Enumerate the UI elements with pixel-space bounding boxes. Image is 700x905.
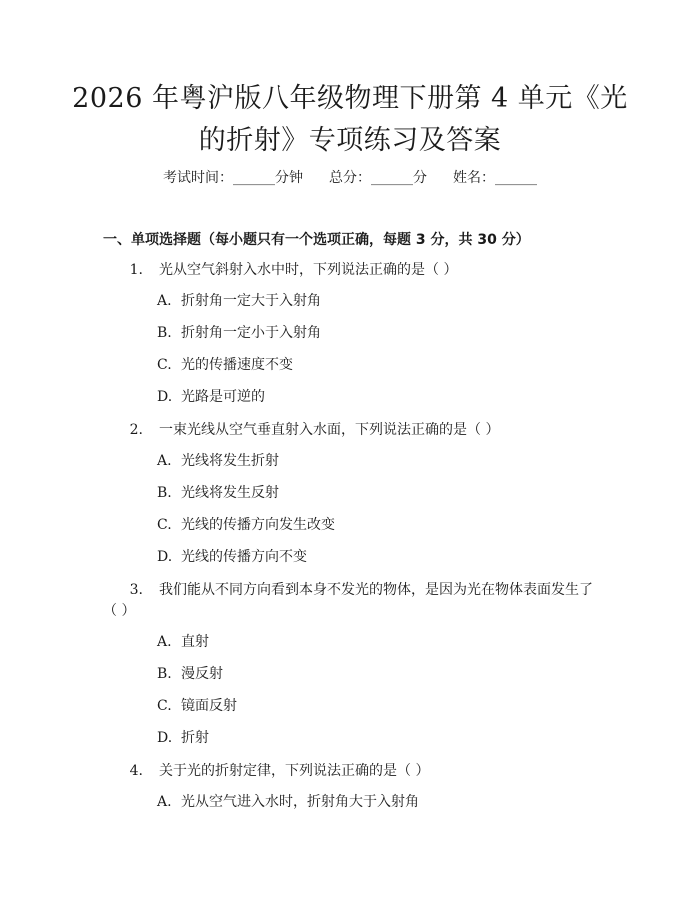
option-text: 光线的传播方向不变 [181, 549, 307, 565]
option-b [157, 323, 321, 343]
question-number: 4. [129, 763, 143, 779]
option-b [157, 664, 223, 684]
option-text: 折射角一定大于入射角 [181, 293, 321, 309]
option-a [157, 291, 321, 311]
option-c [157, 515, 335, 535]
option-b [157, 483, 279, 503]
option-letter: D. [157, 549, 173, 565]
exam-info [0, 168, 700, 188]
title-line-1: 2026 年粤沪版八年级物理下册第 4 单元《光 [72, 83, 628, 114]
option-letter: C. [157, 357, 172, 373]
option-letter: A. [157, 453, 172, 469]
question-text: 我们能从不同方向看到本身不发光的物体，是因为光在物体表面发生了 [159, 582, 593, 598]
option-a [157, 792, 419, 812]
question-number: 2. [129, 422, 143, 438]
option-text: 光路是可逆的 [181, 389, 265, 405]
exam-time-label: 考试时间：______分钟 [163, 170, 303, 186]
option-letter: A. [157, 293, 172, 309]
question-4 [103, 760, 603, 782]
option-letter: A. [157, 634, 172, 650]
question-text: 一束光线从空气垂直射入水面，下列说法正确的是（ ） [159, 422, 500, 438]
option-letter: D. [157, 389, 173, 405]
option-letter: D. [157, 730, 173, 746]
exam-score-label: 总分：______分 [329, 170, 427, 186]
option-a [157, 632, 209, 652]
question-text: 关于光的折射定律，下列说法正确的是（ ） [159, 763, 430, 779]
option-text: 光线将发生反射 [181, 485, 279, 501]
option-c [157, 696, 237, 716]
option-text: 直射 [181, 634, 209, 650]
option-letter: A. [157, 794, 172, 810]
option-letter: B. [157, 485, 172, 501]
question-3-continuation: （ ） [103, 603, 136, 619]
option-text: 光线的传播方向发生改变 [181, 517, 335, 533]
option-text: 光线将发生折射 [181, 453, 279, 469]
question-number: 1. [129, 262, 143, 278]
option-d [157, 728, 209, 748]
option-text: 折射角一定小于入射角 [181, 325, 321, 341]
option-letter: C. [157, 698, 172, 714]
option-text: 镜面反射 [181, 698, 237, 714]
option-text: 折射 [181, 730, 209, 746]
option-c [157, 355, 293, 375]
question-1 [103, 259, 603, 281]
document-title [60, 78, 640, 162]
question-2 [103, 419, 603, 441]
option-text: 光从空气进入水时，折射角大于入射角 [181, 794, 419, 810]
option-text: 漫反射 [181, 666, 223, 682]
question-text: 光从空气斜射入水中时，下列说法正确的是（ ） [159, 262, 458, 278]
exam-name-label: 姓名：______ [453, 170, 537, 186]
option-d [157, 547, 307, 567]
option-letter: C. [157, 517, 172, 533]
option-d [157, 387, 265, 407]
option-text: 光的传播速度不变 [181, 357, 293, 373]
option-letter: B. [157, 325, 172, 341]
question-number: 3. [129, 582, 143, 598]
option-a [157, 451, 279, 471]
question-3 [103, 579, 603, 601]
section-heading: 一、单项选择题（每小题只有一个选项正确，每题 3 分，共 30 分） [103, 232, 530, 248]
option-letter: B. [157, 666, 172, 682]
title-line-2: 的折射》专项练习及答案 [198, 125, 502, 156]
